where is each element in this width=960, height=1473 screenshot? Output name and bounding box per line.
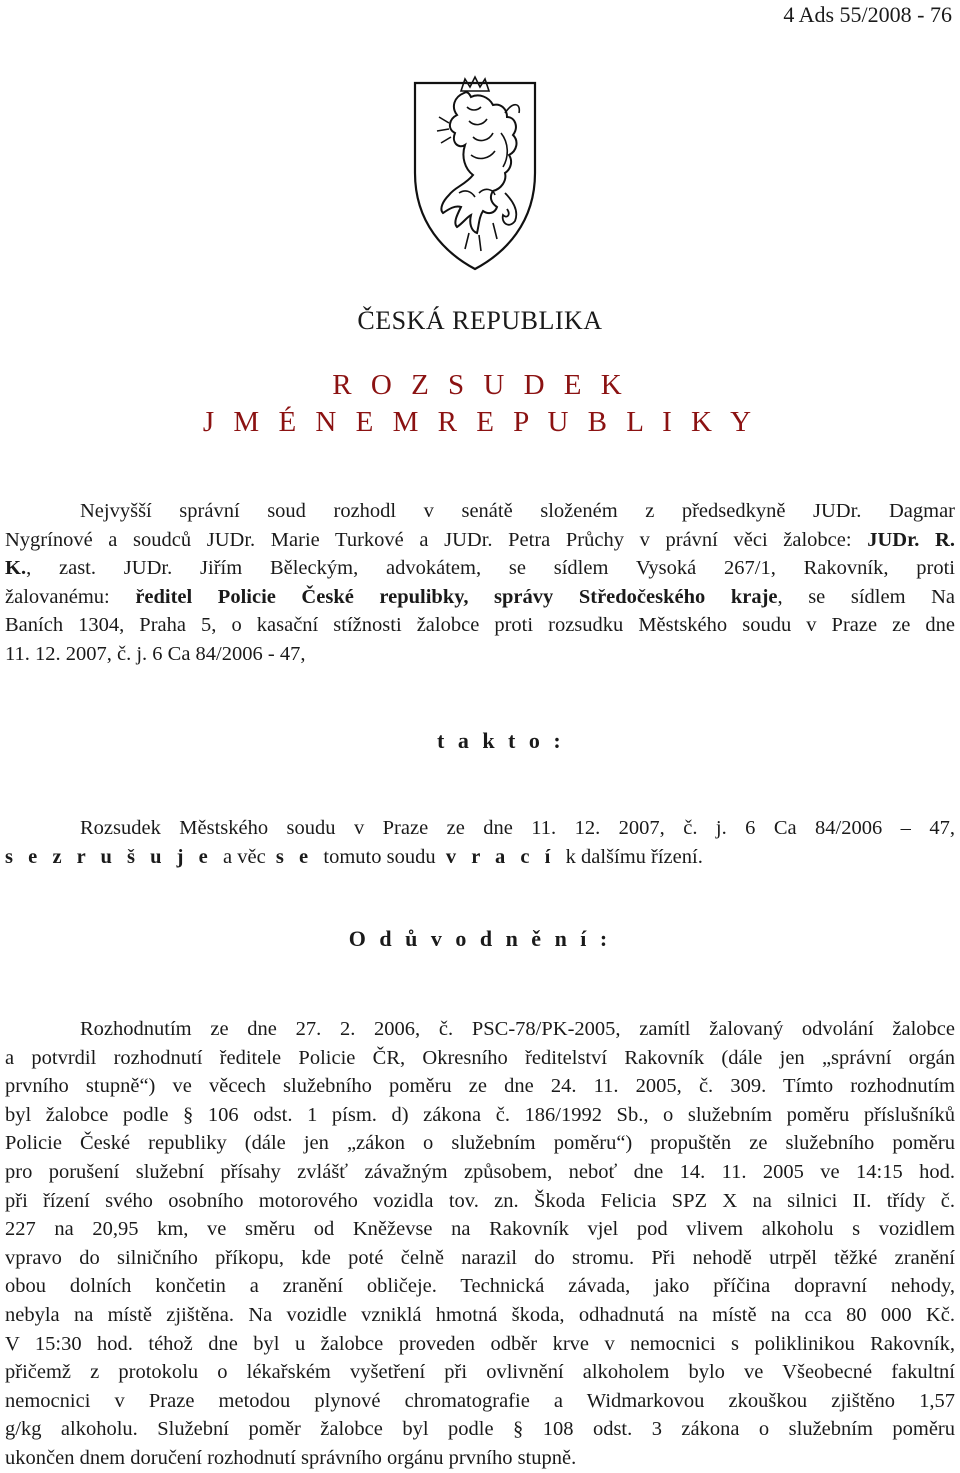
defendant-name: ředitel Policie České repulibky, správy Středočeského kraje bbox=[135, 585, 778, 608]
intro-line-5: Baních 1304, Praha 5, o kasační stížnosti žalobce proti rozsudku Městského soudu v Praze ze dne bbox=[5, 614, 955, 637]
reasoning-line-11: nebyla na místě zjištěna. Na vozidle vzniklá hmotná škoda, odhadnutá na místě na cca 80 000 Kč. bbox=[5, 1303, 955, 1326]
reasoning-line-1: Rozhodnutím ze dne 27. 2. 2006, č. PSC-78/PK-2005, zamítl žalovaný odvolání žalobce bbox=[80, 1018, 955, 1040]
intro-line-4 bbox=[5, 583, 955, 612]
case-reference: 4 Ads 55/2008 - 76 bbox=[783, 2, 952, 27]
dalsimu-rizeni-text: k dalšímu řízení. bbox=[565, 845, 703, 868]
reasoning-line-14: nemocnici v Praze metodou plynové chromatografie a Widmarkovou zkouškou zjištěno 1,57 bbox=[5, 1389, 955, 1412]
verdict-heading: R O Z S U D E K bbox=[332, 369, 628, 401]
vraci-word: v r a c í bbox=[445, 845, 556, 868]
reasoning-line-12: V 15:30 hod. téhož dne byl u žalobce proveden odběr krve v nemocnici s poliklinikou Rakovník, bbox=[5, 1332, 955, 1355]
country-name: ČESKÁ REPUBLIKA bbox=[357, 306, 603, 335]
reasoning-line-9: vpravo do silničního příkopu, kde poté čelně narazil do stromu. Při nehodě utrpěl těžké zranění bbox=[5, 1246, 955, 1269]
intro-line-3 bbox=[5, 554, 955, 583]
reasoning-line-8: 227 na 20,95 km, ve směru od Kněževse na Rakovník vjel pod vlivem alkoholu s vozidlem bbox=[5, 1218, 955, 1241]
operative-line-1: Rozsudek Městského soudu v Praze ze dne 11. 12. 2007, č. j. 6 Ca 84/2006 – 47, bbox=[80, 817, 955, 839]
reasoning-line-6: pro porušení služební přísahy zvlášť závažným způsobem, neboť dne 14. 11. 2005 ve 14:15 hod. bbox=[5, 1160, 955, 1183]
intro-line-2 bbox=[5, 526, 955, 555]
reasoning-line-5: Policie České republiky (dále jen „zákon o služebním poměru“) propuštěn ze služebního poměru bbox=[5, 1132, 955, 1155]
tomuto-soudu-text: tomuto soudu bbox=[323, 845, 436, 868]
zrusuje-word: z r u š u j e bbox=[52, 845, 213, 868]
reasoning-heading: O d ů v o d n ě n í : bbox=[348, 926, 612, 951]
reasoning-line-15: g/kg alkoholu. Služební poměr žalobce byl podle § 108 odst. 3 zákona o služebním poměru bbox=[5, 1418, 955, 1441]
se-word: s e bbox=[5, 845, 43, 868]
reasoning-paragraph bbox=[5, 1015, 955, 1473]
takto-heading: t a k t o : bbox=[437, 728, 565, 753]
reasoning-line-4: byl žalobce podle § 106 odst. 1 písm. d) zákona č. 186/1992 Sb., o služebním poměru příslušníků bbox=[5, 1103, 955, 1126]
reasoning-line-2: a potvrdil rozhodnutí ředitele Policie ČR, Okresního ředitelství Rakovník (dále jen „správní orgán bbox=[5, 1046, 955, 1069]
reasoning-line-13: přičemž z protokolu o lékařském vyšetření při ovlivnění alkoholem bylo ve Všeobecné fakultní bbox=[5, 1361, 955, 1384]
intro-line-3-text: , zast. JUDr. Jiřím Běleckým, advokátem, se sídlem Vysoká 267/1, Rakovník, proti bbox=[26, 557, 955, 580]
czech-lion-coat-of-arms-icon bbox=[409, 73, 541, 273]
intro-line-1: Nejvyšší správní soud rozhodl v senátě složeném z předsedkyně JUDr. Dagmar bbox=[80, 500, 955, 522]
a-vec-text: a věc bbox=[223, 845, 266, 868]
intro-line-6: 11. 12. 2007, č. j. 6 Ca 84/2006 - 47, bbox=[5, 642, 306, 665]
reasoning-line-3: prvního stupně“) ve věcech služebního poměru ze dne 24. 11. 2005, č. 309. Tímto rozhodnutím bbox=[5, 1075, 955, 1098]
plaintiff-name-cont: K. bbox=[5, 557, 27, 580]
operative-line-2 bbox=[5, 843, 955, 872]
se-word-2: s e bbox=[275, 845, 314, 868]
reasoning-line-10: obou dolních končetin a zranění obličeje. Technická závada, jako příčina dopravní nehody, bbox=[5, 1275, 955, 1298]
intro-paragraph bbox=[5, 497, 955, 669]
operative-paragraph bbox=[5, 814, 955, 871]
intro-line-4-tail: , se sídlem Na bbox=[777, 585, 955, 608]
intro-line-4-text: žalovanému: bbox=[5, 585, 136, 608]
reasoning-line-7: při řízení svého osobního motorového vozidla tov. zn. Škoda Felicia SPZ X na silnici II. třídy č. bbox=[5, 1189, 955, 1212]
plaintiff-name: JUDr. R. bbox=[867, 528, 955, 551]
reasoning-line-16: ukončen dnem doručení rozhodnutí správního orgánu prvního stupně. bbox=[5, 1446, 577, 1469]
in-name-of-republic-heading: J M É N E M R E P U B L I K Y bbox=[202, 406, 758, 438]
intro-line-2-text: Nygrínové a soudců JUDr. Marie Turkové a JUDr. Petra Průchy v právní věci žalobce: bbox=[5, 528, 868, 551]
